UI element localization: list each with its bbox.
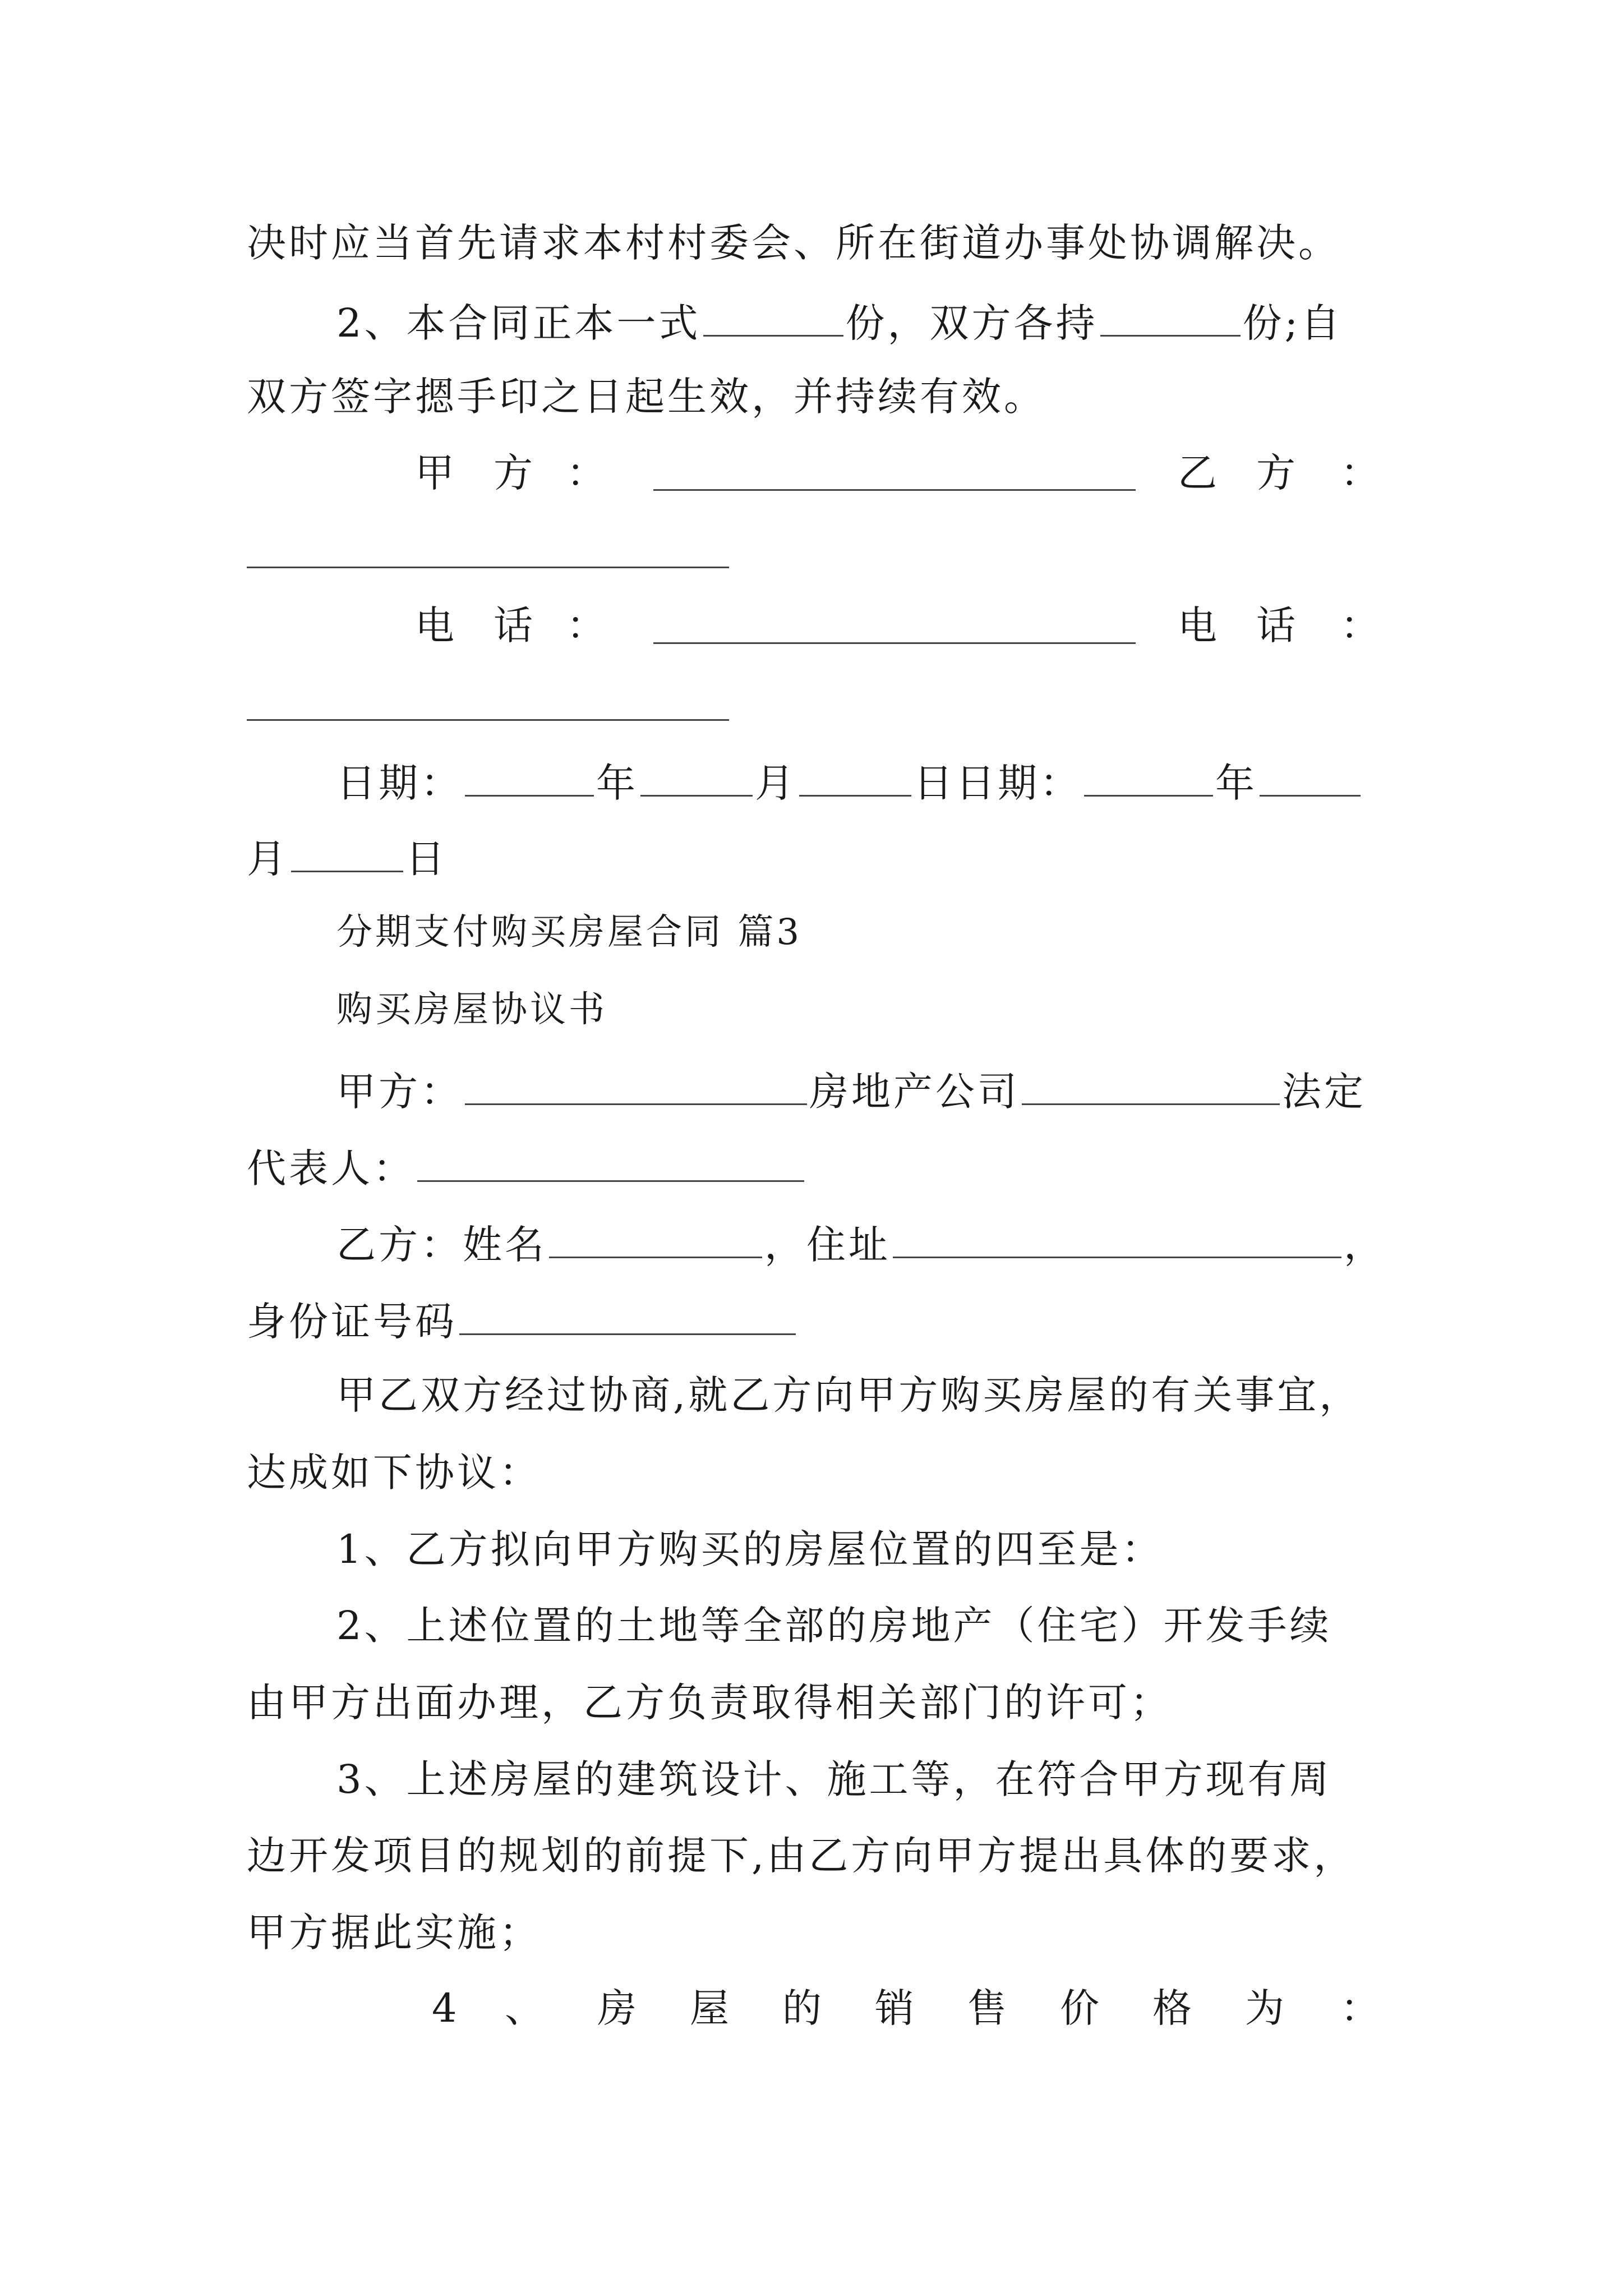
year-blank[interactable] [465, 760, 594, 797]
text-fragment: 份，双方各持 [845, 300, 1098, 346]
party-a-char: 方 [494, 450, 533, 496]
text-fragment: 份;自 [1242, 300, 1343, 346]
phone-b-char: ： [1340, 602, 1380, 648]
date-line [336, 760, 1363, 806]
month-blank[interactable] [640, 760, 753, 797]
address-label: ，住址 [764, 1222, 891, 1268]
legal-label: 法定 [1282, 1069, 1366, 1115]
party-signature-row [0, 450, 1623, 498]
id-label: 身份证号码 [247, 1299, 457, 1345]
clause-4-char: 格 [1152, 1985, 1192, 2031]
party-b-line [336, 1222, 1386, 1268]
blank-field[interactable] [703, 300, 843, 337]
clause-4-char: 为 [1245, 1985, 1284, 2031]
address-blank[interactable] [893, 1222, 1341, 1258]
party-b-name-label: 乙方：姓名 [336, 1222, 547, 1268]
clause-4-char: 4 [432, 1985, 457, 2031]
party-b-char: ： [1340, 450, 1380, 496]
id-blank[interactable] [459, 1299, 796, 1335]
phone-b-char: 话 [1256, 602, 1295, 648]
legal-rep-line [247, 1145, 806, 1191]
phone-a-blank[interactable] [653, 642, 1136, 644]
clause-4-char: 销 [875, 1985, 914, 2031]
phone-b-char: 电 [1178, 602, 1217, 648]
comma: ， [1344, 1222, 1386, 1268]
phone-b-blank[interactable] [247, 719, 729, 721]
clause-4 [0, 1985, 1623, 2033]
party-a-label: 甲方： [336, 1069, 463, 1115]
clause-2: 2、上述位置的土地等全部的房地产（住宅）开发手续 [336, 1603, 1332, 1649]
phone-a-char: ： [566, 602, 606, 648]
text-fragment: 2、本合同正本一式 [336, 300, 701, 346]
party-a-line [336, 1069, 1366, 1115]
clause-4-char: 房 [597, 1985, 637, 2031]
text-line: 双方签字摁手印之日起生效，并持续有效。 [247, 374, 1046, 420]
day-blank[interactable] [799, 760, 911, 797]
clause-4-char: 屋 [690, 1985, 729, 2031]
agreement-title: 购买房屋协议书 [336, 989, 607, 1030]
clause-4-char: 的 [782, 1985, 822, 2031]
clause-4-char: 、 [505, 1985, 544, 2031]
day-date-label: 日日期： [914, 760, 1082, 806]
month-label: 月 [755, 760, 797, 806]
clause-3: 3、上述房屋的建筑设计、施工等，在符合甲方现有周 [336, 1756, 1332, 1802]
legal-rep-label: 代表人： [247, 1145, 415, 1191]
blank-field[interactable] [1100, 300, 1241, 337]
clause-4-char: 价 [1060, 1985, 1099, 2031]
clause-2-cont: 由甲方出面办理，乙方负责取得相关部门的许可； [247, 1680, 1172, 1726]
month-label: 月 [247, 836, 289, 882]
year-label: 年 [1215, 760, 1257, 806]
phone-a-char: 电 [415, 602, 454, 648]
day-label: 日 [405, 836, 448, 882]
date-label: 日期： [336, 760, 463, 806]
party-b-char: 方 [1256, 450, 1295, 496]
party-a-name-blank[interactable] [465, 1069, 807, 1105]
party-b-char: 乙 [1178, 450, 1217, 496]
party-a-char: 甲 [415, 450, 454, 496]
year-blank[interactable] [1084, 760, 1213, 797]
party-b-name-blank[interactable] [549, 1222, 762, 1258]
copies-clause [336, 300, 1343, 346]
party-b-blank[interactable] [247, 567, 729, 568]
text-line: 达成如下协议： [247, 1450, 541, 1496]
year-label: 年 [596, 760, 638, 806]
phone-row [0, 602, 1623, 651]
company-blank[interactable] [1022, 1069, 1280, 1105]
text-line: 决时应当首先请求本村村委会、所在街道办事处协调解决。 [247, 220, 1340, 266]
id-line [247, 1299, 798, 1345]
clause-3-cont: 边开发项目的规划的前提下,由乙方向甲方提出具体的要求， [247, 1833, 1356, 1879]
clause-1: 1、乙方拟向甲方购买的房屋位置的四至是： [336, 1526, 1164, 1572]
clause-4-char: 售 [967, 1985, 1007, 2031]
party-a-blank[interactable] [653, 489, 1136, 491]
clause-4-char: ： [1340, 1985, 1380, 2031]
legal-rep-blank[interactable] [417, 1145, 804, 1182]
phone-a-char: 话 [494, 602, 533, 648]
company-label: 房地产公司 [809, 1069, 1020, 1115]
clause-3-cont: 甲方据此实施； [247, 1910, 541, 1955]
text-line: 甲乙双方经过协商,就乙方向甲方购买房屋的有关事宜， [336, 1372, 1362, 1418]
day-blank[interactable] [291, 836, 403, 872]
date-line-cont [247, 836, 448, 882]
party-a-char: ： [566, 450, 606, 496]
month-blank[interactable] [1260, 760, 1361, 797]
section-title: 分期支付购买房屋合同 篇3 [336, 912, 803, 953]
